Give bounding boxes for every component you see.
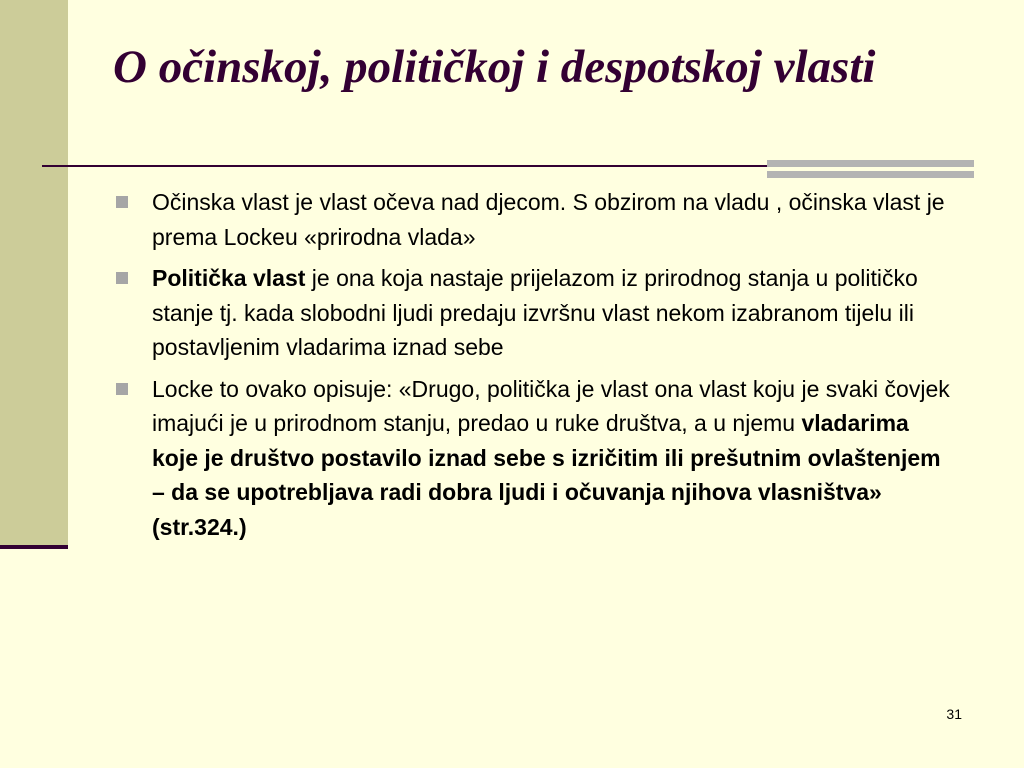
left-decorative-band [0,0,68,545]
bullet-item [113,261,958,365]
square-bullet-icon [116,383,128,395]
square-bullet-icon [116,196,128,208]
bullet-text: Locke to ovako opisuje: «Drugo, politička je vlast ona vlast koju je svaki čovjek imajući je u prirodnom stanju, predao u ruke društva, a u njemu [152,375,950,436]
bullet-text-bold: vladarima koje je društvo postavilo iznad sebe s izričitim ili prešutnim ovlaštenjem – da se upotrebljava radi dobra ljudi i očuvanja njihova vlasništva» (str.324.) [152,410,941,540]
bullet-list [113,185,958,551]
title-divider-accent-bottom [767,171,974,178]
title-divider-accent-top [767,160,974,167]
bullet-item [113,185,958,254]
square-bullet-icon [116,272,128,284]
left-band-underline [0,545,68,549]
bullet-text: je ona koja nastaje prijelazom iz prirodnog stanja u političko stanje tj. kada slobodni ljudi predaju izvršnu vlast nekom izabranom tijelu ili postavljenim vladarima iznad sebe [152,265,918,360]
bullet-text: Očinska vlast je vlast očeva nad djecom. S obzirom na vladu , očinska vlast je prema Lockeu «prirodna vlada» [152,189,945,250]
bullet-text-bold: Politička vlast [152,265,306,291]
slide-number: 31 [946,706,962,722]
bullet-item [113,372,958,545]
slide-title: O očinskoj, političkoj i despotskoj vlasti [113,41,876,93]
